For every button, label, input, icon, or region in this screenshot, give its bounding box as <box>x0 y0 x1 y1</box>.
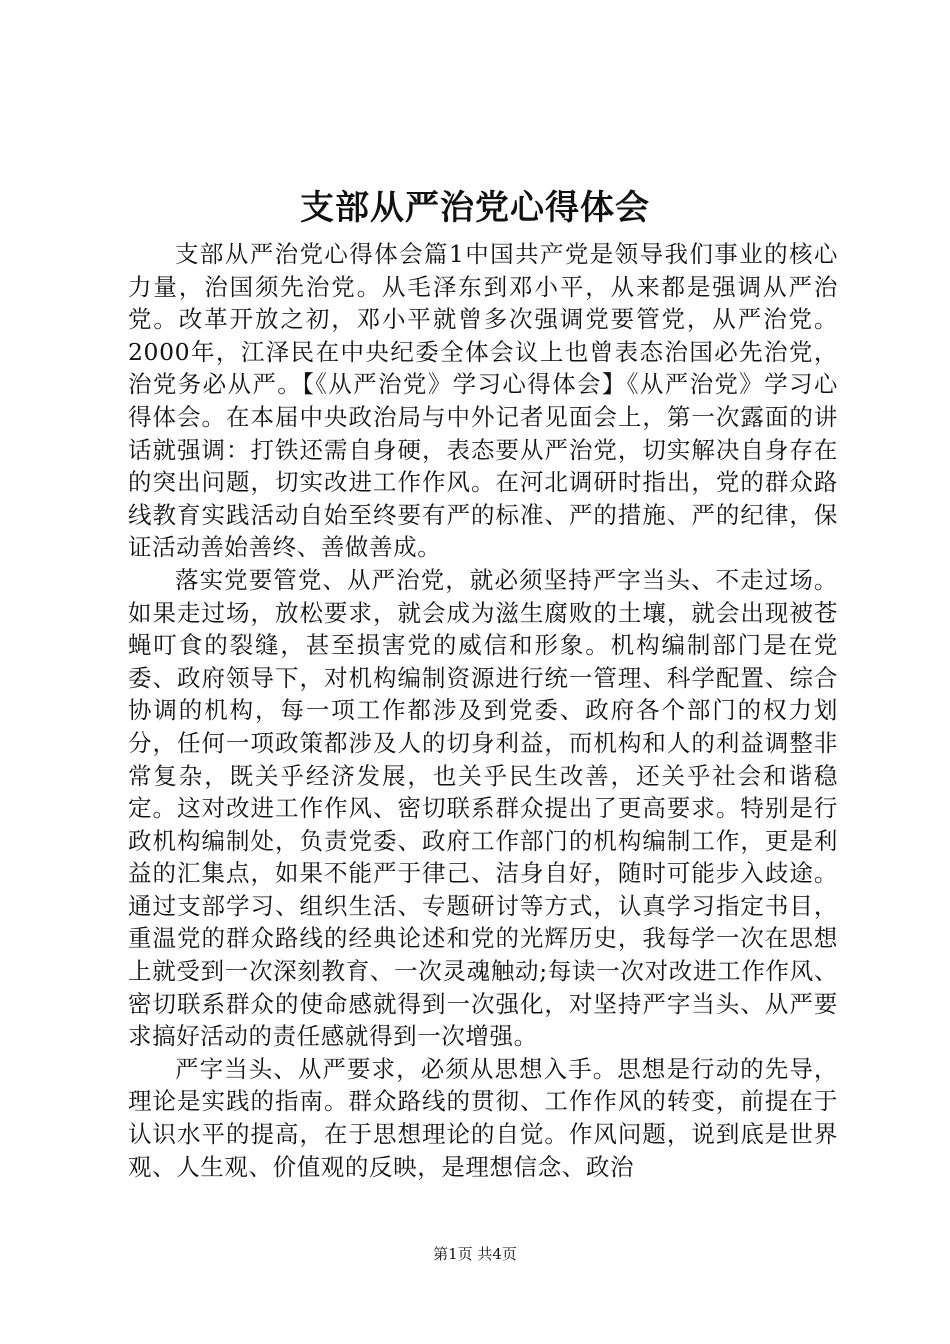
page-footer: 第1页 共4页 <box>433 1245 517 1263</box>
paragraph-2: 落实党要管党、从严治党，就必须坚持严字当头、不走过场。如果走过场，放松要求，就会成为滋生腐败的土壤，就会出现被苍蝇叮食的裂缝，甚至损害党的威信和形象。机构编制部门是在党委、政府领导下，对机构编制资源进行统一管理、科学配置、综合协调的机构，每一项工作都涉及到党委、政府各个部门的权力划分，任何一项政策都涉及人的切身利益，而机构和人的利益调整非常复杂，既关乎经济发展，也关乎民生改善，还关乎社会和谐稳定。这对改进工作作风、密切联系群众提出了更高要求。特别是行政机构编制处，负责党委、政府工作部门的机构编制工作，更是利益的汇集点，如果不能严于律己、洁身自好，随时可能步入歧途。通过支部学习、组织生活、专题研讨等方式，认真学习指定书目，重温党的群众路线的经典论述和党的光辉历史，我每学一次在思想上就受到一次深刻教育、一次灵魂触动;每读一次对改进工作作风、密切联系群众的使命感就得到一次强化，对坚持严字当头、从严要求搞好活动的责任感就得到一次增强。 <box>128 565 838 1051</box>
document-title: 支部从严治党心得体会 <box>300 188 650 228</box>
paragraph-3: 严字当头、从严要求，必须从思想入手。思想是行动的先导，理论是实践的指南。群众路线的贯彻、工作作风的转变，前提在于认识水平的提高，在于思想理论的自觉。作风问题，说到底是世界观、人生观、价值观的反映，是理想信念、政治 <box>128 1054 838 1181</box>
paragraph-1: 支部从严治党心得体会篇1中国共产党是领导我们事业的核心力量，治国须先治党。从毛泽东到邓小平，从来都是强调从严治党。改革开放之初，邓小平就曾多次强调党要管党，从严治党。2000年，江泽民在中央纪委全体会议上也曾表态治国必先治党，治党务必从严。【《从严治党》学习心得体会】《从严治党》学习心得体会。在本届中央政治局与中外记者见面会上，第一次露面的讲话就强调：打铁还需自身硬，表态要从严治党，切实解决自身存在的突出问题，切实改进工作作风。在河北调研时指出，党的群众路线教育实践活动自始至终要有严的标准、严的措施、严的纪律，保证活动善始善终、善做善成。 <box>128 240 838 562</box>
document-body <box>128 238 838 1183</box>
